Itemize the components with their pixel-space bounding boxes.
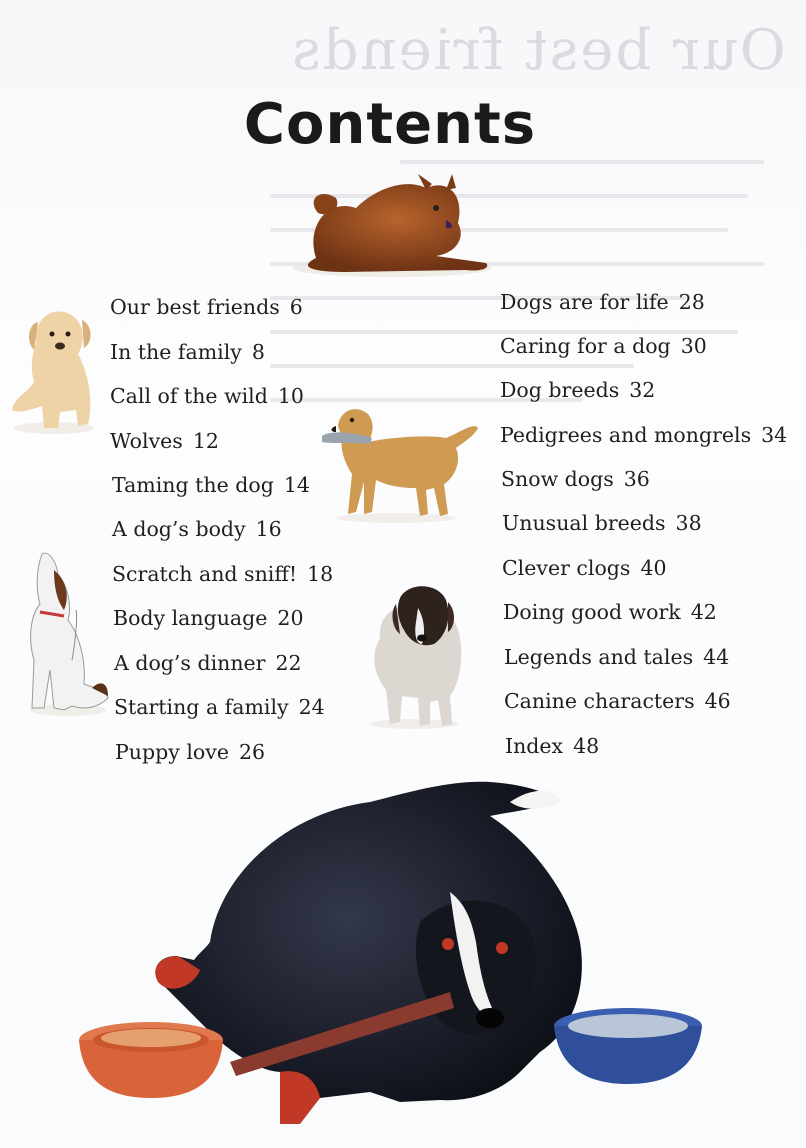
toc-entry-index[interactable]: Index 48: [505, 734, 600, 758]
golden-retriever-dog: [316, 402, 480, 524]
toc-entry-scratch-and-sniff[interactable]: Scratch and sniff! 18: [112, 562, 334, 586]
toc-entry-doing-good-work[interactable]: Doing good work 42: [503, 600, 717, 624]
toc-entry-unusual-breeds[interactable]: Unusual breeds 38: [502, 511, 702, 535]
toc-entry-pedigrees-and-mongrels[interactable]: Pedigrees and mongrels 34: [500, 423, 788, 447]
toc-entry-wolves[interactable]: Wolves 12: [110, 429, 219, 453]
toc-entry-snow-dogs[interactable]: Snow dogs 36: [501, 467, 650, 491]
labrador-puppy: [8, 302, 100, 436]
toc-entry-dogs-are-for-life[interactable]: Dogs are for life 28: [500, 290, 705, 314]
toc-entry-a-dogs-body[interactable]: A dog’s body 16: [112, 517, 282, 541]
show-through-text: Our best friends: [290, 18, 786, 83]
howling-dog: [24, 550, 110, 718]
water-bowl: [550, 1004, 706, 1088]
toc-entry-our-best-friends[interactable]: Our best friends 6: [110, 295, 303, 319]
toc-entry-taming-the-dog[interactable]: Taming the dog 14: [112, 473, 310, 497]
toc-entry-a-dogs-dinner[interactable]: A dog’s dinner 22: [114, 651, 302, 675]
toc-entry-canine-characters[interactable]: Canine characters 46: [504, 689, 731, 713]
chow-chow-dog: [286, 168, 498, 280]
toc-entry-dog-breeds[interactable]: Dog breeds 32: [500, 378, 656, 402]
toc-entry-caring-for-a-dog[interactable]: Caring for a dog 30: [500, 334, 707, 358]
toc-entry-call-of-the-wild[interactable]: Call of the wild 10: [110, 384, 304, 408]
toc-entry-body-language[interactable]: Body language 20: [113, 606, 304, 630]
toc-entry-in-the-family[interactable]: In the family 8: [110, 340, 265, 364]
toc-entry-puppy-love[interactable]: Puppy love 26: [115, 740, 266, 764]
page-title: Contents: [243, 92, 537, 157]
bernese-puppy-dog: [360, 578, 466, 730]
toc-entry-legends-and-tales[interactable]: Legends and tales 44: [504, 645, 730, 669]
food-bowl: [74, 1018, 228, 1102]
toc-entry-starting-a-family[interactable]: Starting a family 24: [114, 695, 325, 719]
toc-entry-clever-clogs[interactable]: Clever clogs 40: [502, 556, 667, 580]
